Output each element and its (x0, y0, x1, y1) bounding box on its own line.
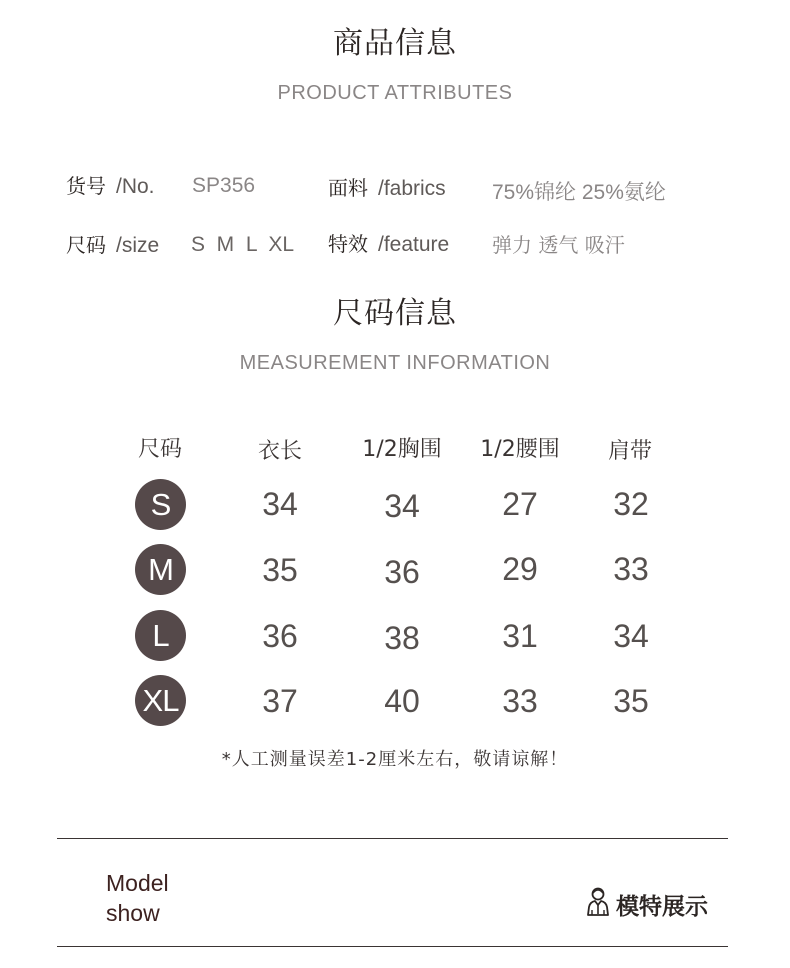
table-header-waist: 1/2腰围 (480, 437, 560, 462)
attr-label-feature-cn: 特效 (328, 232, 368, 256)
attr-label-no (66, 170, 155, 199)
attr-label-feature-en: /feature (378, 233, 450, 256)
attr-value-fabrics: 75%锦纶 25%氨纶 (492, 181, 666, 204)
attributes-subtitle: PRODUCT ATTRIBUTES (277, 82, 513, 104)
measurement-note: *人工测量误差1-2厘米左右，敬请谅解！ (221, 749, 569, 770)
cell-m-waist: 29 (502, 551, 538, 587)
size-badge-s: S (135, 479, 186, 530)
model-show-cn-label (586, 886, 708, 922)
attr-label-size-en: /size (116, 234, 160, 257)
cell-s-chest: 34 (384, 488, 420, 524)
cell-m-strap: 33 (613, 551, 649, 587)
attr-value-no: SP356 (192, 174, 256, 197)
attr-label-no-cn: 货号 (66, 174, 106, 198)
attr-value-size: S M L XL (191, 233, 295, 256)
attr-label-size (66, 229, 159, 258)
attr-label-size-cn: 尺码 (66, 233, 106, 257)
model-show-cn-text: 模特展示 (616, 893, 708, 920)
table-header-strap: 肩带 (607, 439, 652, 464)
table-row (135, 675, 186, 726)
divider-bottom (57, 946, 728, 947)
cell-s-waist: 27 (502, 486, 538, 522)
measurement-subtitle: MEASUREMENT INFORMATION (239, 352, 551, 374)
size-badge-m: M (135, 544, 186, 595)
cell-xl-length: 37 (262, 683, 298, 719)
cell-xl-strap: 35 (613, 683, 649, 719)
table-row (135, 610, 186, 661)
cell-xl-waist: 33 (502, 683, 538, 719)
attr-label-fabrics-cn: 面料 (328, 176, 368, 200)
attr-value-feature: 弹力 透气 吸汗 (492, 233, 625, 257)
table-header-length: 衣长 (257, 439, 302, 464)
person-icon (586, 886, 616, 922)
cell-s-length: 34 (262, 486, 298, 522)
divider-top (57, 838, 728, 839)
attr-label-fabrics-en: /fabrics (378, 177, 446, 200)
cell-l-length: 36 (262, 618, 298, 654)
model-show-line2: show (106, 900, 160, 926)
cell-l-waist: 31 (502, 618, 538, 654)
size-badge-l: L (135, 610, 186, 661)
attr-label-fabrics (328, 172, 446, 201)
size-badge-xl: XL (135, 675, 186, 726)
attr-label-no-en: /No. (116, 175, 155, 198)
attributes-title: 商品信息 (333, 26, 457, 61)
model-show-label (106, 868, 169, 928)
attr-label-feature (328, 228, 449, 257)
cell-l-strap: 34 (613, 618, 649, 654)
table-header-size: 尺码 (137, 437, 182, 462)
cell-m-chest: 36 (384, 554, 420, 590)
table-header-chest: 1/2胸围 (362, 437, 442, 462)
model-show-line1: Model (106, 870, 169, 896)
measurement-title: 尺码信息 (333, 296, 457, 331)
cell-l-chest: 38 (384, 620, 420, 656)
cell-s-strap: 32 (613, 486, 649, 522)
table-row (135, 544, 186, 595)
cell-m-length: 35 (262, 552, 298, 588)
cell-xl-chest: 40 (384, 683, 420, 719)
table-row (135, 479, 186, 530)
